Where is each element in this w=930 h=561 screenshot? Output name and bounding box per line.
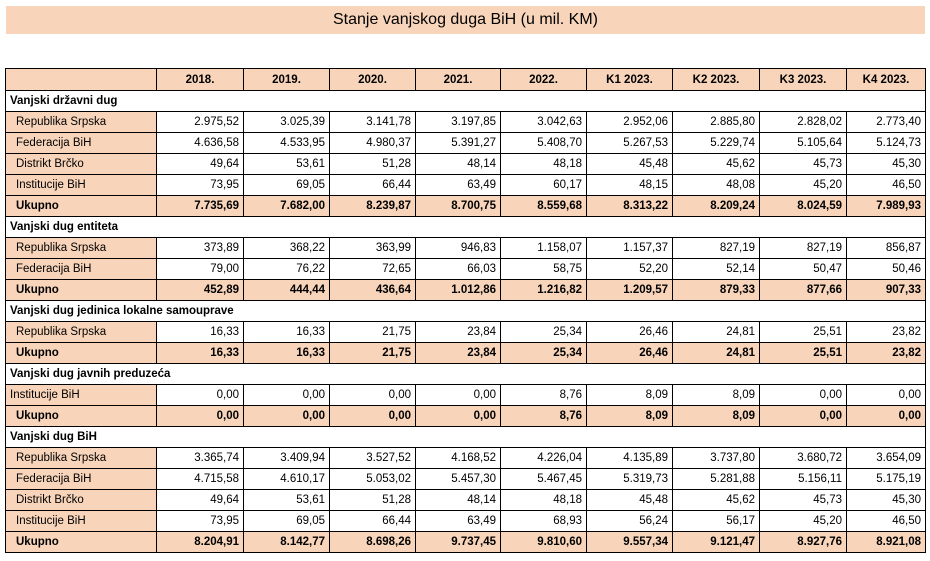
row-label: Institucije BiH: [6, 175, 157, 196]
value-cell: 24,81: [673, 322, 760, 343]
value-cell: 8,76: [501, 385, 587, 406]
total-value-cell: 8,09: [673, 406, 760, 427]
total-value-cell: 23,84: [416, 343, 501, 364]
value-cell: 5.105,64: [760, 133, 847, 154]
value-cell: 76,22: [244, 259, 330, 280]
value-cell: 50,46: [847, 259, 926, 280]
table-row: [6, 112, 926, 133]
total-row: [6, 280, 926, 301]
value-cell: 2.975,52: [157, 112, 244, 133]
column-header: 2018.: [157, 69, 244, 91]
table-row: [6, 511, 926, 532]
total-value-cell: 0,00: [847, 406, 926, 427]
value-cell: 56,17: [673, 511, 760, 532]
total-value-cell: 16,33: [244, 343, 330, 364]
value-cell: 8,09: [587, 385, 673, 406]
value-cell: 45,73: [760, 490, 847, 511]
column-header: K2 2023.: [673, 69, 760, 91]
table-row: [6, 448, 926, 469]
value-cell: 4.533,95: [244, 133, 330, 154]
value-cell: 48,08: [673, 175, 760, 196]
section-header-row: [6, 364, 926, 385]
value-cell: 0,00: [847, 385, 926, 406]
table-row: [6, 322, 926, 343]
value-cell: 63,49: [416, 175, 501, 196]
value-cell: 827,19: [673, 238, 760, 259]
total-value-cell: 0,00: [416, 406, 501, 427]
value-cell: 69,05: [244, 511, 330, 532]
value-cell: 5.457,30: [416, 469, 501, 490]
value-cell: 5.175,19: [847, 469, 926, 490]
table-header-row: [6, 69, 926, 91]
section-title: Vanjski državni dug: [6, 91, 926, 112]
table-row: [6, 154, 926, 175]
column-header: 2019.: [244, 69, 330, 91]
value-cell: 3.527,52: [330, 448, 416, 469]
table-row: [6, 469, 926, 490]
total-value-cell: 8.559,68: [501, 196, 587, 217]
value-cell: 4.715,58: [157, 469, 244, 490]
total-value-cell: 8.204,91: [157, 532, 244, 553]
row-label: Federacija BiH: [6, 133, 157, 154]
value-cell: 4.636,58: [157, 133, 244, 154]
value-cell: 5.319,73: [587, 469, 673, 490]
table-row: [6, 490, 926, 511]
value-cell: 66,44: [330, 511, 416, 532]
row-label: Institucije BiH: [6, 511, 157, 532]
value-cell: 16,33: [244, 322, 330, 343]
total-value-cell: 8.700,75: [416, 196, 501, 217]
total-value-cell: 879,33: [673, 280, 760, 301]
value-cell: 48,15: [587, 175, 673, 196]
total-value-cell: 8.142,77: [244, 532, 330, 553]
value-cell: 73,95: [157, 511, 244, 532]
column-header: 2021.: [416, 69, 501, 91]
value-cell: 5.281,88: [673, 469, 760, 490]
value-cell: 69,05: [244, 175, 330, 196]
total-value-cell: 0,00: [330, 406, 416, 427]
table-row: [6, 175, 926, 196]
row-label: Distrikt Brčko: [6, 154, 157, 175]
value-cell: 52,20: [587, 259, 673, 280]
value-cell: 63,49: [416, 511, 501, 532]
value-cell: 3.680,72: [760, 448, 847, 469]
value-cell: 3.737,80: [673, 448, 760, 469]
total-row: [6, 406, 926, 427]
value-cell: 45,73: [760, 154, 847, 175]
total-value-cell: 0,00: [157, 406, 244, 427]
total-value-cell: 9.737,45: [416, 532, 501, 553]
column-header: 2020.: [330, 69, 416, 91]
value-cell: 4.168,52: [416, 448, 501, 469]
total-label: Ukupno: [6, 406, 157, 427]
total-value-cell: 21,75: [330, 343, 416, 364]
value-cell: 45,30: [847, 490, 926, 511]
row-label: Republika Srpska: [6, 448, 157, 469]
total-value-cell: 452,89: [157, 280, 244, 301]
column-header: K4 2023.: [847, 69, 926, 91]
total-value-cell: 436,64: [330, 280, 416, 301]
value-cell: 48,14: [416, 490, 501, 511]
value-cell: 3.141,78: [330, 112, 416, 133]
total-value-cell: 907,33: [847, 280, 926, 301]
row-label: Institucije BiH: [6, 385, 157, 406]
value-cell: 48,18: [501, 154, 587, 175]
value-cell: 0,00: [244, 385, 330, 406]
value-cell: 46,50: [847, 511, 926, 532]
total-value-cell: 8.209,24: [673, 196, 760, 217]
value-cell: 0,00: [330, 385, 416, 406]
value-cell: 4.980,37: [330, 133, 416, 154]
total-value-cell: 8.239,87: [330, 196, 416, 217]
value-cell: 51,28: [330, 490, 416, 511]
value-cell: 60,17: [501, 175, 587, 196]
section-title: Vanjski dug javnih preduzeća: [6, 364, 926, 385]
value-cell: 0,00: [760, 385, 847, 406]
value-cell: 26,46: [587, 322, 673, 343]
value-cell: 5.267,53: [587, 133, 673, 154]
value-cell: 45,62: [673, 154, 760, 175]
value-cell: 1.158,07: [501, 238, 587, 259]
value-cell: 58,75: [501, 259, 587, 280]
value-cell: 48,18: [501, 490, 587, 511]
section-title: Vanjski dug BiH: [6, 427, 926, 448]
value-cell: 73,95: [157, 175, 244, 196]
value-cell: 4.226,04: [501, 448, 587, 469]
column-header: 2022.: [501, 69, 587, 91]
value-cell: 21,75: [330, 322, 416, 343]
total-value-cell: 9.121,47: [673, 532, 760, 553]
value-cell: 0,00: [157, 385, 244, 406]
column-header: K1 2023.: [587, 69, 673, 91]
value-cell: 8,09: [673, 385, 760, 406]
section-header-row: [6, 217, 926, 238]
header-corner-cell: [6, 69, 157, 91]
total-row: [6, 532, 926, 553]
value-cell: 5.229,74: [673, 133, 760, 154]
value-cell: 3.197,85: [416, 112, 501, 133]
total-value-cell: 16,33: [157, 343, 244, 364]
page-title-bar: [6, 6, 925, 34]
value-cell: 4.135,89: [587, 448, 673, 469]
total-value-cell: 0,00: [244, 406, 330, 427]
value-cell: 5.408,70: [501, 133, 587, 154]
value-cell: 49,64: [157, 154, 244, 175]
value-cell: 45,20: [760, 511, 847, 532]
value-cell: 45,30: [847, 154, 926, 175]
section-header-row: [6, 301, 926, 322]
table-row: [6, 133, 926, 154]
row-label: Distrikt Brčko: [6, 490, 157, 511]
table-row: [6, 238, 926, 259]
total-value-cell: 7.735,69: [157, 196, 244, 217]
section-title: Vanjski dug jedinica lokalne samouprave: [6, 301, 926, 322]
total-value-cell: 1.012,86: [416, 280, 501, 301]
section-header-row: [6, 91, 926, 112]
value-cell: 3.654,09: [847, 448, 926, 469]
value-cell: 5.391,27: [416, 133, 501, 154]
total-value-cell: 8,76: [501, 406, 587, 427]
value-cell: 2.828,02: [760, 112, 847, 133]
total-value-cell: 8.313,22: [587, 196, 673, 217]
section-title: Vanjski dug entiteta: [6, 217, 926, 238]
table-row: [6, 259, 926, 280]
row-label: Federacija BiH: [6, 469, 157, 490]
total-label: Ukupno: [6, 280, 157, 301]
total-value-cell: 1.209,57: [587, 280, 673, 301]
value-cell: 46,50: [847, 175, 926, 196]
value-cell: 50,47: [760, 259, 847, 280]
value-cell: 856,87: [847, 238, 926, 259]
row-label: Republika Srpska: [6, 322, 157, 343]
value-cell: 946,83: [416, 238, 501, 259]
value-cell: 23,84: [416, 322, 501, 343]
value-cell: 51,28: [330, 154, 416, 175]
value-cell: 16,33: [157, 322, 244, 343]
value-cell: 79,00: [157, 259, 244, 280]
value-cell: 5.467,45: [501, 469, 587, 490]
value-cell: 52,14: [673, 259, 760, 280]
total-value-cell: 444,44: [244, 280, 330, 301]
value-cell: 3.042,63: [501, 112, 587, 133]
value-cell: 53,61: [244, 154, 330, 175]
total-value-cell: 7.682,00: [244, 196, 330, 217]
value-cell: 45,48: [587, 490, 673, 511]
value-cell: 373,89: [157, 238, 244, 259]
value-cell: 1.157,37: [587, 238, 673, 259]
value-cell: 368,22: [244, 238, 330, 259]
total-value-cell: 1.216,82: [501, 280, 587, 301]
value-cell: 2.885,80: [673, 112, 760, 133]
value-cell: 2.773,40: [847, 112, 926, 133]
value-cell: 68,93: [501, 511, 587, 532]
total-value-cell: 9.557,34: [587, 532, 673, 553]
value-cell: 66,03: [416, 259, 501, 280]
value-cell: 72,65: [330, 259, 416, 280]
value-cell: 827,19: [760, 238, 847, 259]
value-cell: 49,64: [157, 490, 244, 511]
value-cell: 23,82: [847, 322, 926, 343]
value-cell: 25,34: [501, 322, 587, 343]
total-value-cell: 25,51: [760, 343, 847, 364]
value-cell: 66,44: [330, 175, 416, 196]
value-cell: 5.124,73: [847, 133, 926, 154]
total-value-cell: 8,09: [587, 406, 673, 427]
value-cell: 5.156,11: [760, 469, 847, 490]
value-cell: 53,61: [244, 490, 330, 511]
value-cell: 3.409,94: [244, 448, 330, 469]
total-label: Ukupno: [6, 343, 157, 364]
total-value-cell: 8.921,08: [847, 532, 926, 553]
total-value-cell: 7.989,93: [847, 196, 926, 217]
total-value-cell: 8.024,59: [760, 196, 847, 217]
total-row: [6, 196, 926, 217]
row-label: Republika Srpska: [6, 112, 157, 133]
value-cell: 3.365,74: [157, 448, 244, 469]
total-value-cell: 26,46: [587, 343, 673, 364]
value-cell: 45,62: [673, 490, 760, 511]
total-row: [6, 343, 926, 364]
value-cell: 0,00: [416, 385, 501, 406]
section-header-row: [6, 427, 926, 448]
external-debt-table: [5, 68, 926, 553]
value-cell: 48,14: [416, 154, 501, 175]
total-value-cell: 877,66: [760, 280, 847, 301]
total-label: Ukupno: [6, 532, 157, 553]
value-cell: 5.053,02: [330, 469, 416, 490]
total-value-cell: 0,00: [760, 406, 847, 427]
value-cell: 2.952,06: [587, 112, 673, 133]
value-cell: 363,99: [330, 238, 416, 259]
row-label: Federacija BiH: [6, 259, 157, 280]
total-value-cell: 24,81: [673, 343, 760, 364]
total-value-cell: 25,34: [501, 343, 587, 364]
total-label: Ukupno: [6, 196, 157, 217]
value-cell: 3.025,39: [244, 112, 330, 133]
column-header: K3 2023.: [760, 69, 847, 91]
table-row: [6, 385, 926, 406]
value-cell: 25,51: [760, 322, 847, 343]
value-cell: 45,48: [587, 154, 673, 175]
value-cell: 45,20: [760, 175, 847, 196]
value-cell: 4.610,17: [244, 469, 330, 490]
page-title: Stanje vanjskog duga BiH (u mil. KM): [333, 11, 598, 28]
total-value-cell: 23,82: [847, 343, 926, 364]
value-cell: 56,24: [587, 511, 673, 532]
total-value-cell: 9.810,60: [501, 532, 587, 553]
total-value-cell: 8.698,26: [330, 532, 416, 553]
total-value-cell: 8.927,76: [760, 532, 847, 553]
row-label: Republika Srpska: [6, 238, 157, 259]
